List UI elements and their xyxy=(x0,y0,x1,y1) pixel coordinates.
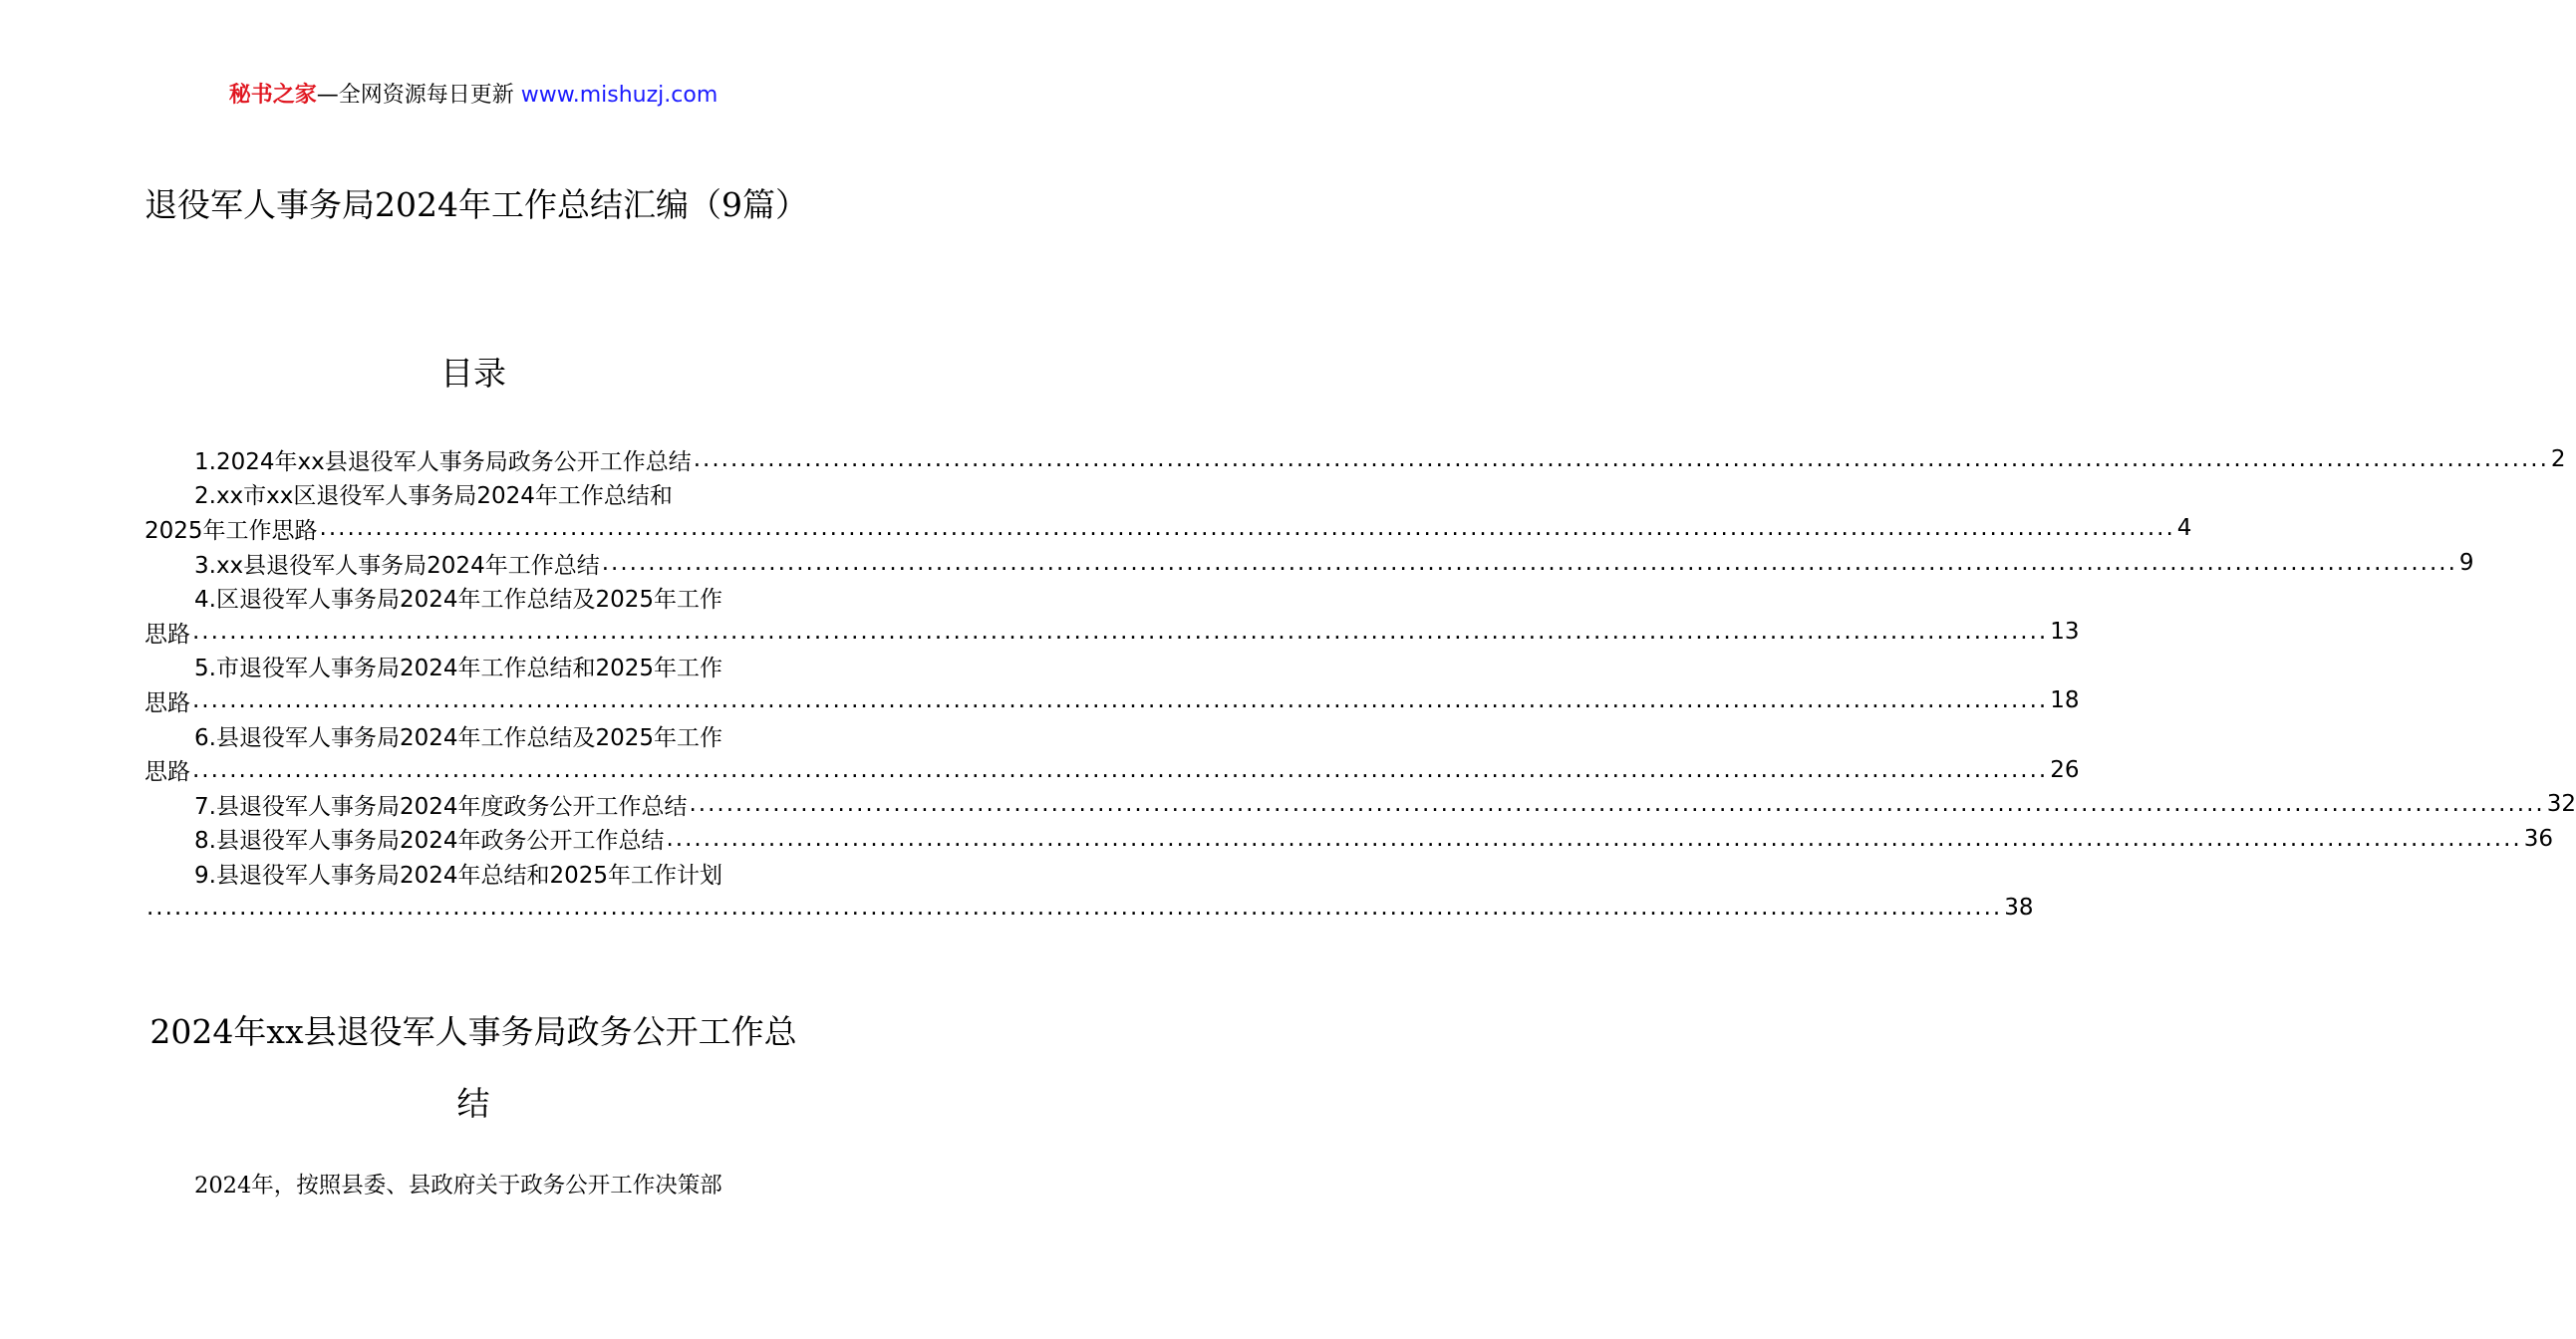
toc-entry-title: 8.县退役军人事务局2024年政务公开工作总结 xyxy=(194,828,665,855)
toc-entry-title: 思路 xyxy=(144,689,190,716)
toc-page-number: 32 xyxy=(2546,791,2576,818)
toc-entry-title: 5.市退役军人事务局2024年工作总结和2025年工作 xyxy=(194,656,723,682)
toc-dot-leader: ........................................................................................................................................................................................................ xyxy=(693,446,2549,473)
toc-entry-title: 3.xx县退役军人事务局2024年工作总结 xyxy=(194,552,600,579)
toc-entry-title: 2025年工作思路 xyxy=(144,517,318,544)
toc-entry-title: 9.县退役军人事务局2024年总结和2025年工作计划 xyxy=(194,862,723,889)
toc-page-number: 38 xyxy=(2004,895,2034,922)
toc-dot-leader: ........................................................................................................................................................................................................ xyxy=(146,895,2003,922)
table-of-contents xyxy=(144,442,2576,925)
site-header xyxy=(0,80,947,112)
toc-entry-title: 思路 xyxy=(144,621,190,648)
toc-page-number: 36 xyxy=(2523,825,2553,852)
toc-entry-line[interactable] xyxy=(144,442,2566,477)
section-title: 2024年xx县退役军人事务局政务公开工作总结 xyxy=(149,1012,797,1123)
body-paragraph: 2024年，按照县委、县政府关于政务公开工作决策部 xyxy=(194,1173,722,1199)
toc-entry-title: 1.2024年xx县退役军人事务局政务公开工作总结 xyxy=(194,448,692,475)
toc-entry-line xyxy=(144,856,802,891)
toc-entry-line[interactable] xyxy=(144,891,2034,926)
site-url-link[interactable]: www.mishuzj.com xyxy=(520,83,718,108)
toc-entry-title: 4.区退役军人事务局2024年工作总结及2025年工作 xyxy=(194,587,723,614)
toc-entry-line xyxy=(144,580,802,615)
toc-page-number: 13 xyxy=(2050,619,2080,646)
toc-page-number: 18 xyxy=(2050,687,2080,714)
toc-entry-title: 2.xx市xx区退役军人事务局2024年工作总结和 xyxy=(194,483,673,510)
toc-dot-leader: ........................................................................................................................................................................................................ xyxy=(601,550,2457,577)
toc-dot-leader: ........................................................................................................................................................................................................ xyxy=(689,791,2545,818)
toc-dot-leader: ........................................................................................................................................................................................................ xyxy=(666,825,2522,852)
toc-entry-line[interactable] xyxy=(144,822,2553,857)
toc-entry-line[interactable] xyxy=(144,683,2080,718)
toc-entry-title: 6.县退役军人事务局2024年工作总结及2025年工作 xyxy=(194,724,723,751)
toc-dot-leader: ........................................................................................................................................................................................................ xyxy=(192,687,2049,714)
toc-entry-title: 7.县退役军人事务局2024年度政务公开工作总结 xyxy=(194,793,688,820)
toc-dot-leader: ........................................................................................................................................................................................................ xyxy=(192,756,2049,783)
toc-entry-title: 思路 xyxy=(144,759,190,786)
toc-page-number: 2 xyxy=(2550,446,2566,473)
toc-page-number: 26 xyxy=(2050,756,2080,783)
site-tagline: —全网资源每日更新 xyxy=(316,83,521,108)
toc-entry-line[interactable] xyxy=(144,546,2474,581)
toc-dot-leader: ........................................................................................................................................................................................................ xyxy=(192,619,2049,646)
toc-entry-line xyxy=(144,718,802,753)
toc-entry-line xyxy=(144,477,802,512)
toc-heading: 目录 xyxy=(440,354,506,393)
toc-entry-line[interactable] xyxy=(144,752,2080,787)
document-title: 退役军人事务局2024年工作总结汇编（9篇） xyxy=(144,185,808,224)
toc-entry-line xyxy=(144,650,802,684)
toc-entry-line[interactable] xyxy=(144,615,2080,650)
site-brand: 秘书之家 xyxy=(228,83,317,108)
toc-page-number: 4 xyxy=(2176,515,2192,542)
toc-entry-line[interactable] xyxy=(144,787,2576,822)
toc-dot-leader: ........................................................................................................................................................................................................ xyxy=(319,515,2175,542)
toc-entry-line[interactable] xyxy=(144,511,2192,546)
toc-page-number: 9 xyxy=(2458,550,2474,577)
